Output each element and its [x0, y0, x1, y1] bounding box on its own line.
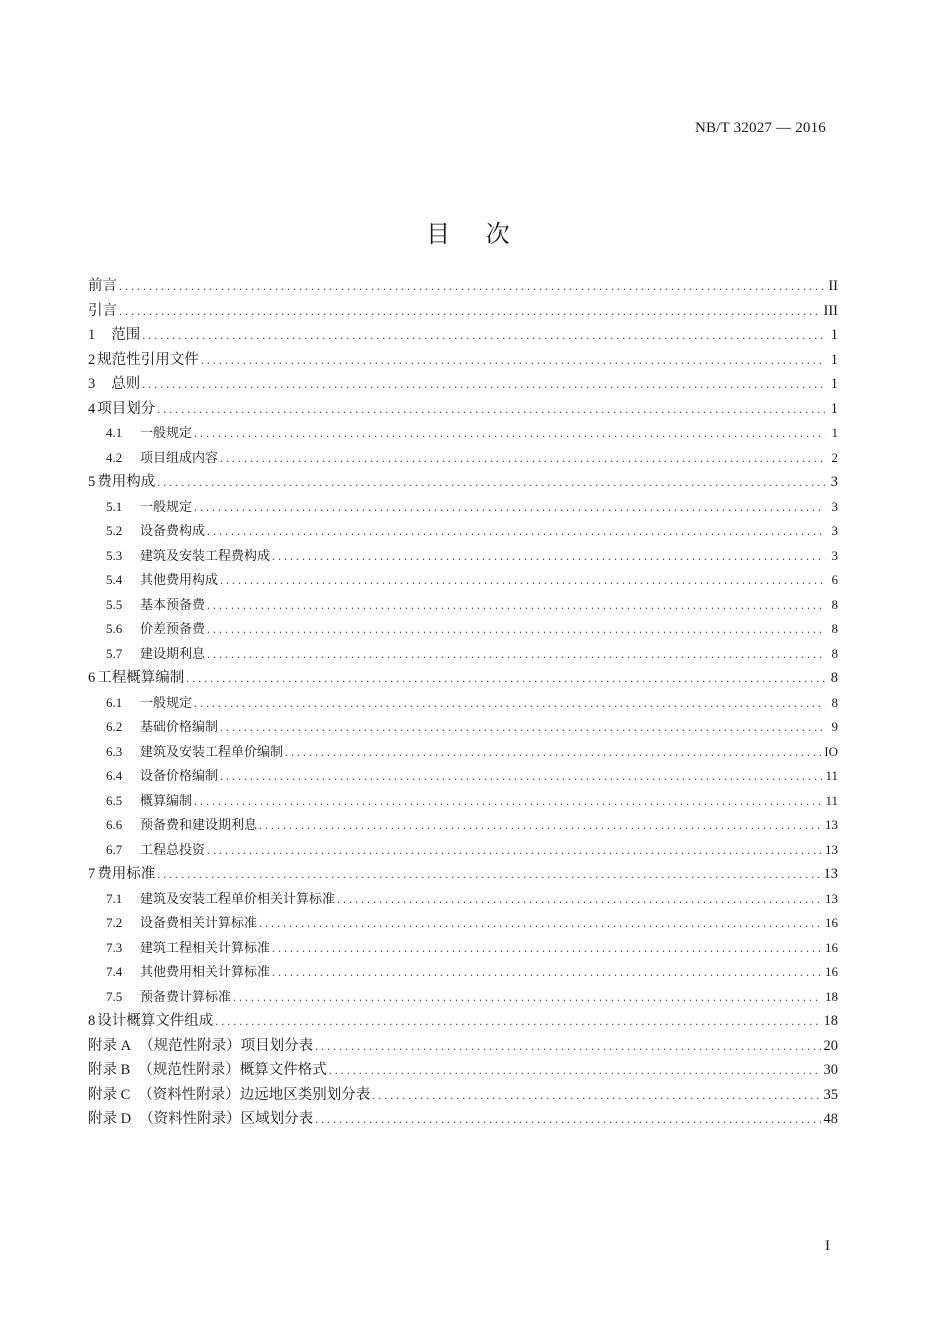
toc-leader-dots [272, 960, 822, 985]
toc-entry[interactable] [88, 715, 838, 740]
toc-entry[interactable] [88, 519, 838, 544]
toc-entry-label [106, 911, 257, 936]
toc-leader-dots [157, 470, 825, 495]
toc-entry-text: 费用构成 [97, 474, 156, 490]
toc-entry-text: 一般规定 [140, 425, 193, 440]
toc-entry[interactable] [88, 617, 838, 642]
toc-entry-text: 预备费计算标准 [140, 988, 232, 1004]
toc-entry[interactable] [88, 1034, 838, 1059]
toc-entry-label [106, 715, 218, 740]
toc-entry-page: 13 [825, 890, 838, 906]
toc-entry-text: 设备费构成 [140, 523, 206, 538]
toc-entry-label [88, 1083, 370, 1108]
toc-leader-dots [157, 397, 825, 422]
toc-entry-label [88, 862, 155, 887]
toc-entry-page: II [828, 278, 838, 294]
toc-entry-number: 7.5 [106, 988, 123, 1004]
toc-entry-page: 6 [831, 572, 838, 587]
toc-entry-number: 7.2 [106, 915, 123, 930]
toc-entry-number: 4.2 [106, 449, 123, 465]
toc-entry-number: 5.1 [106, 498, 123, 514]
toc-entry-number: 6.3 [106, 743, 123, 759]
toc-entry[interactable] [88, 421, 838, 446]
toc-entry-number: 7.1 [106, 890, 123, 906]
toc-leader-dots [119, 299, 821, 324]
toc-leader-dots [372, 1083, 820, 1108]
toc-entry-number: 附录 B [88, 1062, 131, 1078]
toc-entry-page: 16 [825, 915, 838, 930]
toc-entry-label [106, 813, 257, 838]
toc-entry-number: 附录 C [88, 1086, 131, 1103]
toc-entry-text: 其他费用构成 [140, 572, 219, 587]
toc-entry[interactable] [88, 764, 838, 789]
toc-entry-page: 3 [830, 474, 838, 490]
toc-entry-label [106, 887, 335, 912]
toc-entry-page: 16 [825, 964, 838, 979]
toc-entry-page: 3 [831, 523, 838, 538]
toc-entry-label [106, 446, 218, 471]
toc-entry-label [88, 372, 140, 397]
toc-entry-text: 总则 [111, 376, 141, 392]
toc-entry-number: 5.4 [106, 572, 123, 587]
toc-entry-number: 7.4 [106, 964, 123, 979]
toc-entry-page: 16 [825, 939, 838, 955]
toc-entry[interactable] [88, 593, 838, 618]
toc-leader-dots [220, 764, 822, 789]
toc-leader-dots [315, 1034, 820, 1059]
toc-entry-page: 3 [831, 498, 838, 514]
toc-entry-text: 设备费相关计算标准 [140, 915, 258, 930]
toc-entry-number: 6.5 [106, 792, 123, 808]
toc-leader-dots [142, 372, 825, 397]
toc-entry-text: 其他费用相关计算标准 [140, 964, 271, 979]
toc-entry-text: （规范性附录）概算文件格式 [138, 1062, 327, 1078]
toc-leader-dots [157, 862, 820, 887]
toc-entry-label [106, 421, 192, 446]
toc-entry-label [88, 1058, 327, 1083]
toc-entry-text: （资料性附录）区域划分表 [139, 1111, 314, 1127]
toc-entry-label [106, 642, 205, 667]
toc-entry-text: 基础价格编制 [140, 719, 219, 734]
toc-entry-label [106, 838, 205, 863]
toc-leader-dots [285, 740, 821, 765]
toc-entry-text: 概算编制 [140, 792, 193, 808]
toc-entry-page: 8 [831, 596, 838, 612]
toc-leader-dots [220, 446, 825, 471]
toc-entry[interactable] [88, 642, 838, 667]
toc-entry-number: 2 [88, 351, 96, 368]
toc-entry-number: 6.2 [106, 719, 123, 734]
toc-entry-number: 5.5 [106, 596, 123, 612]
toc-entry[interactable] [88, 789, 838, 814]
toc-entry[interactable] [88, 495, 838, 520]
toc-entry-number: 6 [88, 670, 96, 686]
toc-entry-label [106, 936, 270, 961]
toc-entry-text: 价差预备费 [140, 621, 206, 636]
toc-entry[interactable] [88, 936, 838, 961]
toc-entry-page: 2 [831, 449, 838, 465]
toc-entry-page: 1 [830, 351, 838, 368]
document-code: NB/T 32027 — 2016 [694, 120, 826, 136]
toc-entry-label [88, 1107, 313, 1132]
toc-entry-number: 5.7 [106, 645, 123, 661]
toc-entry[interactable] [88, 299, 838, 324]
toc-entry[interactable] [88, 862, 838, 887]
toc-entry-label [106, 740, 283, 765]
toc-entry-label [106, 960, 270, 985]
toc-entry-page: 8 [831, 621, 838, 636]
toc-entry-label [106, 789, 192, 814]
page-number: I [825, 1238, 830, 1254]
toc-entry-text: 项目组成内容 [140, 449, 219, 465]
toc-leader-dots [337, 887, 822, 912]
toc-entry[interactable] [88, 985, 838, 1010]
toc-entry[interactable] [88, 960, 838, 985]
toc-title: 目 次 [426, 220, 524, 249]
toc-entry-label [106, 544, 270, 569]
toc-entry[interactable] [88, 348, 838, 373]
toc-entry-text: 建筑及安装工程单价相关计算标准 [140, 890, 336, 906]
toc-entry-page: 11 [825, 768, 838, 783]
toc-entry-page: 13 [825, 841, 838, 857]
toc-entry-label [106, 985, 231, 1010]
toc-entry-text: 费用标准 [97, 866, 156, 882]
toc-entry-page: III [823, 302, 838, 319]
toc-leader-dots [207, 593, 825, 618]
toc-leader-dots [201, 348, 825, 373]
toc-entry-text: 建筑及安装工程单价编制 [140, 743, 284, 759]
toc-entry-page: 20 [823, 1037, 838, 1054]
toc-entry[interactable] [88, 397, 838, 422]
toc-entry-text: 建筑及安装工程费构成 [140, 547, 271, 563]
toc-entry-text: 设计概算文件组成 [97, 1013, 214, 1029]
toc-entry-page: IO [824, 743, 838, 759]
toc-entry-page: 35 [823, 1086, 838, 1103]
toc-entry-page: 8 [831, 645, 838, 661]
toc-entry-label [88, 1009, 213, 1034]
toc-leader-dots [194, 691, 825, 716]
toc-entry-text: 规范性引用文件 [97, 351, 199, 368]
toc-entry-label [88, 470, 155, 495]
toc-entry-text: 设备价格编制 [140, 768, 219, 783]
toc-entry-number: 7.3 [106, 939, 123, 955]
toc-entry-page: 1 [830, 400, 838, 417]
toc-leader-dots [220, 568, 825, 593]
toc-entry-number: 5 [88, 474, 96, 490]
toc-entry-label [106, 519, 205, 544]
toc-entry[interactable] [88, 1009, 838, 1034]
toc-entry[interactable] [88, 813, 838, 838]
toc-entry-text: （规范性附录）项目划分表 [139, 1037, 314, 1054]
table-of-contents [88, 274, 838, 1132]
toc-entry-text: 范围 [111, 327, 141, 343]
toc-entry-page: 13 [825, 817, 838, 832]
toc-entry-text: 工程概算编制 [97, 670, 185, 686]
toc-entry-label [88, 323, 140, 348]
toc-entry-label [88, 299, 117, 324]
toc-leader-dots [233, 985, 822, 1010]
toc-entry[interactable] [88, 1083, 838, 1108]
toc-entry-number: 5.3 [106, 547, 123, 563]
toc-leader-dots [272, 936, 822, 961]
toc-entry-text: （资料性附录）边远地区类别划分表 [138, 1086, 371, 1103]
toc-leader-dots [194, 421, 825, 446]
toc-entry-page: 8 [831, 694, 838, 710]
toc-entry-page: 11 [825, 792, 838, 808]
toc-entry[interactable] [88, 323, 838, 348]
toc-leader-dots [220, 715, 825, 740]
toc-entry-label [88, 274, 117, 299]
toc-entry-page: 48 [823, 1111, 838, 1127]
toc-leader-dots [207, 519, 825, 544]
toc-entry-text: 一般规定 [140, 694, 193, 710]
toc-entry[interactable] [88, 470, 838, 495]
toc-leader-dots [215, 1009, 820, 1034]
toc-leader-dots [259, 813, 822, 838]
toc-entry[interactable] [88, 372, 838, 397]
toc-leader-dots [329, 1058, 821, 1083]
toc-entry-page: 18 [825, 988, 838, 1004]
toc-entry[interactable] [88, 740, 838, 765]
toc-leader-dots [194, 495, 825, 520]
toc-entry-number: 5.6 [106, 621, 123, 636]
toc-entry-number: 6.6 [106, 817, 123, 832]
toc-entry-label [106, 495, 192, 520]
toc-entry-label [88, 397, 155, 422]
toc-entry[interactable] [88, 838, 838, 863]
toc-entry-number: 4.1 [106, 425, 123, 440]
toc-entry[interactable] [88, 1058, 838, 1083]
toc-entry-label [106, 593, 205, 618]
toc-entry-page: 1 [830, 327, 838, 343]
toc-entry-text: 基本预备费 [140, 596, 206, 612]
toc-entry[interactable] [88, 666, 838, 691]
toc-entry-label [88, 348, 199, 373]
toc-entry-number: 6.1 [106, 694, 123, 710]
toc-entry-number: 6.7 [106, 841, 123, 857]
toc-leader-dots [207, 838, 822, 863]
toc-entry-page: 18 [823, 1013, 838, 1029]
toc-entry-number: 4 [88, 400, 96, 417]
toc-entry-number: 3 [88, 376, 96, 392]
toc-entry-page: 30 [823, 1062, 838, 1078]
toc-entry[interactable] [88, 1107, 838, 1132]
toc-entry-text: 项目划分 [97, 400, 156, 417]
toc-entry-number: 7 [88, 866, 96, 882]
toc-entry-text: 前言 [88, 278, 117, 294]
toc-entry[interactable] [88, 274, 838, 299]
toc-entry-label [106, 691, 192, 716]
toc-leader-dots [272, 544, 825, 569]
toc-entry[interactable] [88, 544, 838, 569]
toc-entry[interactable] [88, 568, 838, 593]
toc-entry-page: 1 [830, 376, 838, 392]
toc-entry[interactable] [88, 446, 838, 471]
toc-entry-label [106, 568, 218, 593]
toc-entry[interactable] [88, 911, 838, 936]
toc-leader-dots [207, 642, 825, 667]
toc-entry-page: 13 [823, 866, 838, 882]
toc-entry-page: 3 [831, 547, 838, 563]
toc-entry-page: 1 [831, 425, 838, 440]
toc-entry-text: 工程总投资 [140, 841, 206, 857]
toc-entry-text: 建设期利息 [140, 645, 206, 661]
toc-leader-dots [119, 274, 825, 299]
toc-leader-dots [315, 1107, 820, 1132]
toc-entry-label [106, 764, 218, 789]
toc-entry-number: 8 [88, 1013, 96, 1029]
toc-entry-number: 附录 D [88, 1111, 132, 1127]
toc-leader-dots [186, 666, 825, 691]
toc-entry-text: 预备费和建设期利息 [140, 817, 258, 832]
toc-entry-number: 1 [88, 327, 96, 343]
toc-leader-dots [207, 617, 825, 642]
toc-entry-label [106, 617, 205, 642]
toc-entry-text: 引言 [88, 302, 117, 319]
toc-leader-dots [142, 323, 825, 348]
toc-entry-number: 附录 A [88, 1037, 132, 1054]
toc-entry[interactable] [88, 691, 838, 716]
toc-entry-page: 9 [831, 719, 838, 734]
toc-entry-text: 一般规定 [140, 498, 193, 514]
toc-entry-label [88, 666, 184, 691]
toc-entry-text: 建筑工程相关计算标准 [140, 939, 271, 955]
toc-leader-dots [259, 911, 822, 936]
toc-entry[interactable] [88, 887, 838, 912]
toc-entry-label [88, 1034, 313, 1059]
toc-entry-number: 6.4 [106, 768, 123, 783]
toc-entry-page: 8 [830, 670, 838, 686]
toc-entry-number: 5.2 [106, 523, 123, 538]
toc-leader-dots [194, 789, 822, 814]
